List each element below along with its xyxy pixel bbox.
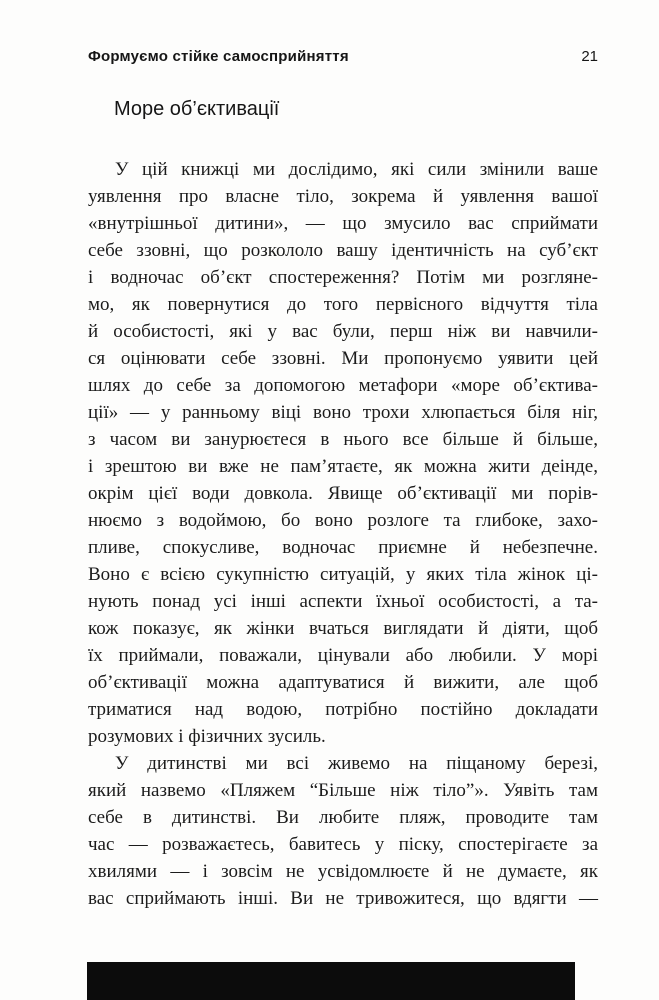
- body-text: [88, 156, 598, 912]
- text-line: об’єктивації можна адаптуватися й вижити, але щоб: [88, 672, 598, 693]
- text-line: себе ззовні, що розкололо вашу ідентичність на суб’єкт: [88, 240, 598, 261]
- text-line: ції» — у ранньому віці воно трохи хлюпається біля ніг,: [88, 402, 598, 423]
- text-line: У цій книжці ми дослідимо, які сили змінили ваше: [115, 159, 598, 180]
- paragraph: [88, 750, 598, 912]
- scan-artifact-bar: [87, 962, 575, 1000]
- page-number: 21: [581, 48, 598, 65]
- text-line: пливе, спокусливе, водночас приємне й небезпечне.: [88, 537, 598, 558]
- text-line: уявлення про власне тіло, зокрема й уявлення вашої: [88, 186, 598, 207]
- section-title: Море об’єктивації: [114, 98, 280, 120]
- text-line: час — розважаєтесь, бавитесь у піску, спостерігаєте за: [88, 834, 598, 855]
- paragraph: [88, 156, 598, 750]
- text-line: ся оцінювати себе ззовні. Ми пропонуємо уявити цей: [88, 348, 598, 369]
- text-line: вас сприймають інші. Ви не тривожитеся, що вдягти —: [88, 888, 598, 909]
- text-line: нують понад усі інші аспекти їхньої особистості, а та-: [88, 591, 598, 612]
- text-line: з часом ви занурюєтеся в нього все більше й більше,: [88, 429, 598, 450]
- text-line: хвилями — і зовсім не усвідомлюєте й не думаєте, як: [88, 861, 598, 882]
- text-line: Воно є всією сукупністю ситуацій, у яких тіла жінок ці-: [88, 564, 598, 585]
- text-line: себе в дитинстві. Ви любите пляж, проводите там: [88, 807, 598, 828]
- text-line: мо, як повернутися до того первісного відчуття тіла: [88, 294, 598, 315]
- text-line: шлях до себе за допомогою метафори «море об’єктива-: [88, 375, 598, 396]
- text-line: триматися над водою, потрібно постійно докладати: [88, 699, 598, 720]
- text-line: який назвемо «Пляжем “Більше ніж тіло”». Уявіть там: [88, 780, 598, 801]
- running-title: Формуємо стійке самосприйняття: [88, 48, 349, 65]
- text-line: У дитинстві ми всі живемо на піщаному березі,: [115, 753, 598, 774]
- text-line: «внутрішньої дитини», — що змусило вас сприймати: [88, 213, 598, 234]
- text-line: і водночас об’єкт спостереження? Потім ми розгляне-: [88, 267, 598, 288]
- text-line: кож показує, як жінки вчаться виглядати й діяти, щоб: [88, 618, 598, 639]
- text-line: їх приймали, поважали, цінували або любили. У морі: [88, 645, 598, 666]
- page-header: [88, 48, 598, 65]
- text-line: окрім цієї води довкола. Явище об’єктивації ми порів-: [88, 483, 598, 504]
- text-line: розумових і фізичних зусиль.: [88, 726, 326, 747]
- text-line: і зрештою ви вже не пам’ятаєте, як можна жити деінде,: [88, 456, 598, 477]
- text-line: й особистості, які у вас були, перш ніж ви навчили-: [88, 321, 598, 342]
- text-line: нюємо з водоймою, бо воно розлоге та глибоке, захо-: [88, 510, 598, 531]
